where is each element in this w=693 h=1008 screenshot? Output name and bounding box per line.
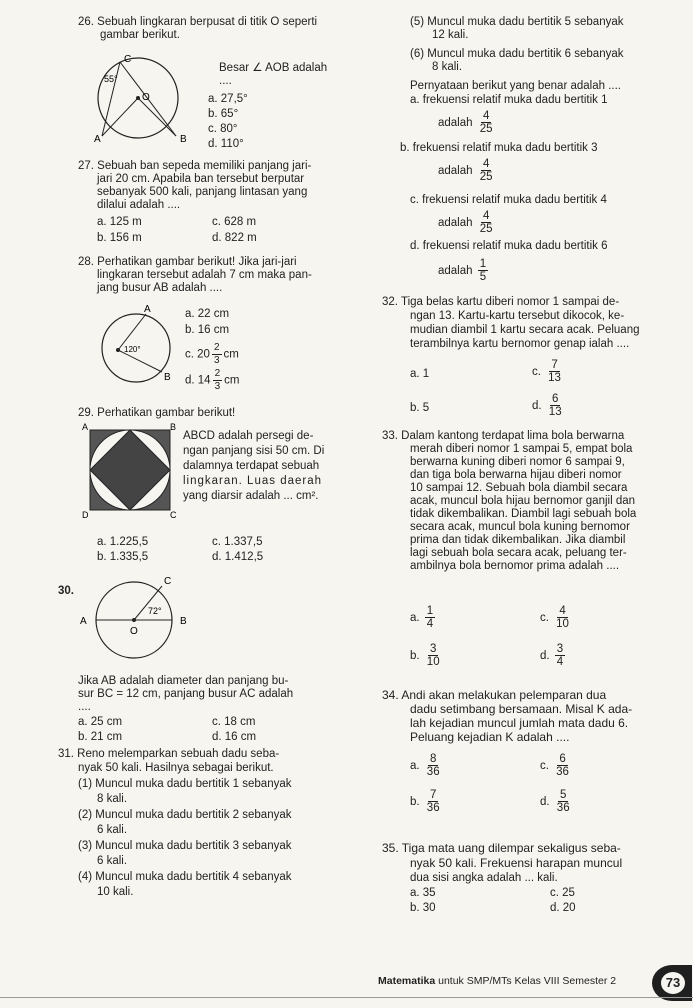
q34-option-c: c. $\frac{6}{36}$ bbox=[540, 753, 569, 779]
footer-text: untuk SMP/MTs Kelas VIII Semester 2 bbox=[435, 975, 617, 987]
q27-line-2: jari 20 cm. Apabila ban tersebut berputar bbox=[97, 173, 305, 185]
q33-option-d: d. $\frac{3}{4}$ bbox=[540, 643, 564, 669]
q34-line-2: dadu setimbang bersamaan. Misal K ada- bbox=[410, 702, 633, 716]
q26-stem-2: gambar berikut. bbox=[100, 29, 180, 41]
q35-line-3: dua sisi angka adalah ... kali. bbox=[410, 872, 558, 884]
q31-item-3-value: 6 kali. bbox=[97, 855, 128, 867]
q33-line-7: tidak dikembalikan. Diambil lagi sebuah bola bbox=[410, 508, 637, 520]
q31-option-c: c. frekuensi relatif muka dadu bertitik 4 bbox=[410, 194, 607, 206]
q33-line-4: dan tiga bola berwarna hijau diberi nomor bbox=[410, 469, 622, 481]
q26-label-c: C bbox=[124, 54, 132, 65]
q27-line-1: 27. Sebuah ban sepeda memiliki panjang jari- bbox=[78, 160, 312, 172]
q30-number: 30. bbox=[58, 585, 74, 597]
q28-label-b: B bbox=[164, 372, 171, 383]
q29-line-1: 29. Perhatikan gambar berikut! bbox=[78, 407, 236, 419]
q31-option-c-value: adalah $\frac{4}{25}$ bbox=[438, 210, 493, 236]
q30-line-1: Jika AB adalah diameter dan panjang bu- bbox=[78, 675, 289, 687]
q28-circle-figure bbox=[100, 300, 178, 388]
q31-option-d: d. frekuensi relatif muka dadu bertitik 6 bbox=[410, 240, 608, 252]
q26-prompt-2: .... bbox=[219, 75, 232, 87]
q26-stem: 26. Sebuah lingkaran berpusat di titik O seperti bbox=[78, 16, 318, 28]
bottom-rule bbox=[0, 997, 693, 998]
q31-line-2: nyak 50 kali. Hasilnya sebagai berikut. bbox=[78, 762, 274, 774]
q29-label-d: D bbox=[82, 510, 89, 518]
q27-line-3: sebanyak 500 kali, panjang lintasan yang bbox=[97, 186, 308, 198]
q31-item-2: (2) Muncul muka dadu bertitik 2 sebanyak bbox=[78, 809, 292, 821]
q26-option-a: a. 27,5° bbox=[208, 93, 248, 105]
q32-option-c: c. $\frac{7}{13}$ bbox=[532, 359, 561, 385]
q33-line-1: 33. Dalam kantong terdapat lima bola berwarna bbox=[382, 430, 625, 442]
q33-line-5: 10 sampai 12. Sebuah bola diambil secara bbox=[410, 482, 628, 494]
page-number: 73 bbox=[661, 972, 685, 994]
q30-angle-label: 72° bbox=[148, 606, 162, 616]
q33-line-6: acak, muncul bola hijau bernomor ganjil dan bbox=[410, 495, 636, 507]
q26-circle-figure bbox=[80, 52, 200, 142]
q34-option-b: b. $\frac{7}{36}$ bbox=[410, 789, 440, 815]
q26-prompt: Besar ∠ AOB adalah bbox=[219, 62, 328, 74]
q30-circle-figure bbox=[76, 572, 196, 662]
q29-text-1: ABCD adalah persegi de- bbox=[183, 430, 314, 442]
q31-item-5: (5) Muncul muka dadu bertitik 5 sebanyak bbox=[410, 16, 624, 28]
q35-option-c: c. 25 bbox=[550, 887, 575, 899]
q28-label-a: A bbox=[144, 304, 151, 315]
q32-option-b: b. 5 bbox=[410, 402, 430, 414]
page-footer bbox=[378, 975, 616, 987]
q28-option-b: b. 16 cm bbox=[185, 324, 230, 336]
q30-label-a: A bbox=[80, 616, 87, 627]
q32-line-2: ngan 13. Kartu-kartu tersebut dikocok, ke- bbox=[410, 310, 625, 322]
q33-line-10: lagi sebuah bola secara acak, peluang ter- bbox=[410, 547, 627, 559]
q31-item-6: (6) Muncul muka dadu bertitik 6 sebanyak bbox=[410, 48, 624, 60]
q31-option-a: a. frekuensi relatif muka dadu bertitik 1 bbox=[410, 94, 608, 106]
page-number-badge bbox=[652, 965, 692, 1001]
q33-option-b: b. $\frac{3}{10}$ bbox=[410, 643, 440, 669]
q34-line-4: Peluang kejadian K adalah .... bbox=[410, 730, 570, 744]
q31-item-1: (1) Muncul muka dadu bertitik 1 sebanyak bbox=[78, 778, 292, 790]
q28-option-a: a. 22 cm bbox=[185, 308, 230, 320]
q28-line-1: 28. Perhatikan gambar berikut! Jika jari-jari bbox=[78, 256, 297, 268]
q32-option-a: a. 1 bbox=[410, 368, 430, 380]
q26-option-b: b. 65° bbox=[208, 108, 239, 120]
q34-option-d: d. $\frac{5}{36}$ bbox=[540, 789, 570, 815]
q32-line-1: 32. Tiga belas kartu diberi nomor 1 sampai de- bbox=[382, 296, 620, 308]
q29-option-d: d. 1.412,5 bbox=[212, 551, 264, 563]
q30-option-c: c. 18 cm bbox=[212, 716, 256, 728]
q30-label-b: B bbox=[180, 616, 187, 627]
q28-line-2: lingkaran tersebut adalah 7 cm maka pan- bbox=[97, 269, 312, 281]
q34-option-a: a. $\frac{8}{36}$ bbox=[410, 753, 440, 779]
q31-item-3: (3) Muncul muka dadu bertitik 3 sebanyak bbox=[78, 840, 292, 852]
q33-line-2: merah diberi nomor 1 sampai 5, empat bola bbox=[410, 443, 633, 455]
q30-line-2: sur BC = 12 cm, panjang busur AC adalah bbox=[78, 688, 294, 700]
q28-angle-label: 120° bbox=[124, 345, 141, 354]
q29-square-figure bbox=[80, 422, 176, 518]
q29-label-a: A bbox=[82, 422, 89, 432]
q31-option-a-value: adalah $\frac{4}{25}$ bbox=[438, 110, 493, 136]
q27-option-b: b. 156 m bbox=[97, 232, 142, 244]
q33-line-8: secara acak, muncul bola kuning bernomor bbox=[410, 521, 630, 533]
q31-line-1: 31. Reno melemparkan sebuah dadu seba- bbox=[58, 748, 280, 760]
q32-option-d: d. $\frac{6}{13}$ bbox=[532, 393, 562, 419]
q29-option-a: a. 1.225,5 bbox=[97, 536, 149, 548]
q32-line-4: terambilnya kartu bernomor genap ialah .... bbox=[410, 338, 630, 350]
q29-text-4: lingkaran. Luas daerah bbox=[183, 475, 322, 487]
q31-option-d-value: adalah $\frac{1}{5}$ bbox=[438, 258, 487, 284]
q35-line-1: 35. Tiga mata uang dilempar sekaligus seba- bbox=[382, 841, 621, 855]
q27-option-a: a. 125 m bbox=[97, 216, 142, 228]
q26-label-b: B bbox=[180, 134, 187, 142]
q35-option-a: a. 35 bbox=[410, 887, 436, 899]
q31-option-b-value: adalah $\frac{4}{25}$ bbox=[438, 158, 493, 184]
q34-line-1: 34. Andi akan melakukan pelemparan dua bbox=[382, 688, 607, 702]
q33-line-9: prima dan tidak dikembalikan. Jika diambil bbox=[410, 534, 626, 546]
q27-option-c: c. 628 m bbox=[212, 216, 257, 228]
q30-label-o: O bbox=[130, 626, 138, 637]
q26-option-d: d. 110° bbox=[208, 138, 244, 150]
q29-text-2: ngan panjang sisi 50 cm. Di bbox=[183, 445, 325, 457]
q29-text-3: dalamnya terdapat sebuah bbox=[183, 460, 320, 472]
q29-label-b: B bbox=[170, 422, 176, 432]
q29-option-b: b. 1.335,5 bbox=[97, 551, 149, 563]
q30-label-c: C bbox=[164, 576, 172, 587]
q26-label-o: O bbox=[142, 92, 150, 103]
q28-line-3: jang busur AB adalah .... bbox=[97, 282, 223, 294]
q26-option-c: c. 80° bbox=[208, 123, 238, 135]
q30-option-a: a. 25 cm bbox=[78, 716, 123, 728]
q30-option-b: b. 21 cm bbox=[78, 731, 123, 743]
q31-item-1-value: 8 kali. bbox=[97, 793, 128, 805]
q35-line-2: nyak 50 kali. Frekuensi harapan muncul bbox=[410, 856, 623, 870]
q30-line-3: .... bbox=[78, 701, 91, 713]
q30-option-d: d. 16 cm bbox=[212, 731, 257, 743]
q35-option-d: d. 20 bbox=[550, 902, 576, 914]
q32-line-3: mudian diambil 1 kartu secara acak. Peluang bbox=[410, 324, 640, 336]
q34-line-3: lah kejadian muncul jumlah mata dadu 6. bbox=[410, 716, 629, 730]
q33-line-3: berwarna kuning diberi nomor 6 sampai 9, bbox=[410, 456, 625, 468]
q26-angle-label: 55° bbox=[104, 74, 118, 84]
q29-option-c: c. 1.337,5 bbox=[212, 536, 263, 548]
q33-option-a: a. $\frac{1}{4}$ bbox=[410, 605, 434, 631]
q31-option-b: b. frekuensi relatif muka dadu bertitik 3 bbox=[400, 142, 598, 154]
q31-item-4: (4) Muncul muka dadu bertitik 4 sebanyak bbox=[78, 871, 292, 883]
q31-item-2-value: 6 kali. bbox=[97, 824, 128, 836]
q28-option-c: c. 20 $\frac{2}{3}$ cm bbox=[185, 342, 239, 366]
q31-item-5-value: 12 kali. bbox=[432, 29, 469, 41]
q31-statement: Pernyataan berikut yang benar adalah .... bbox=[410, 80, 621, 92]
q35-option-b: b. 30 bbox=[410, 902, 436, 914]
q31-item-4-value: 10 kali. bbox=[97, 886, 134, 898]
q27-line-4: dilalui adalah .... bbox=[97, 199, 181, 211]
q27-option-d: d. 822 m bbox=[212, 232, 257, 244]
q33-option-c: c. $\frac{4}{10}$ bbox=[540, 605, 569, 631]
q29-text-5: yang diarsir adalah ... cm². bbox=[183, 490, 319, 502]
q26-label-a: A bbox=[94, 134, 101, 142]
q28-option-d: d. 14 $\frac{2}{3}$ cm bbox=[185, 368, 240, 392]
q33-line-11: ambilnya bola bernomor prima adalah .... bbox=[410, 560, 620, 572]
footer-subject: Matematika bbox=[378, 975, 436, 987]
q31-item-6-value: 8 kali. bbox=[432, 61, 463, 73]
q29-label-c: C bbox=[170, 510, 176, 518]
